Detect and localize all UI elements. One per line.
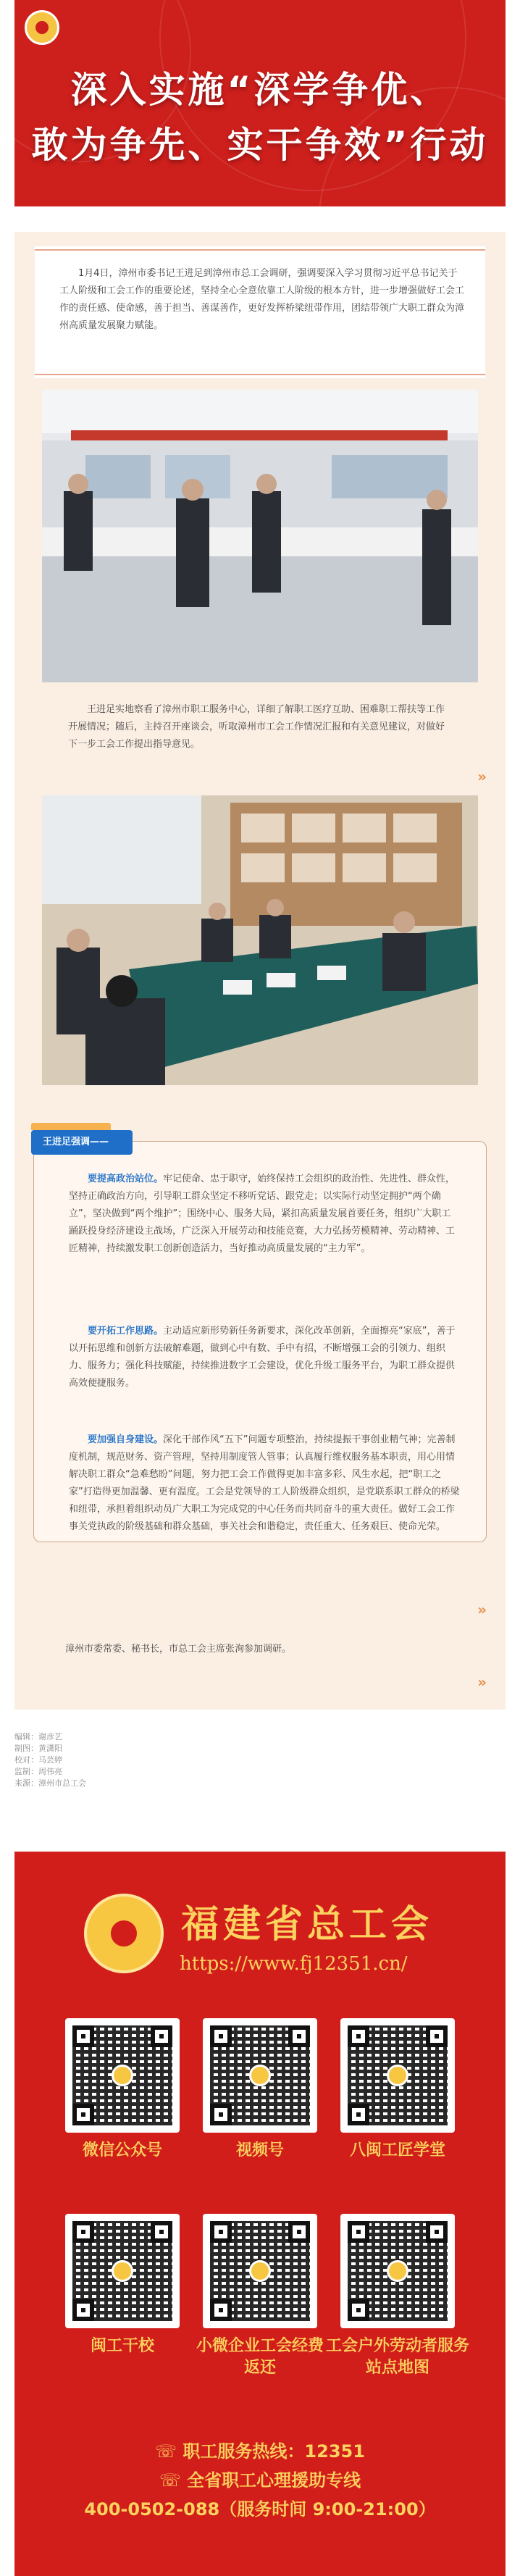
qr-label-station-map: 工会户外劳动者服务站点地图	[325, 2337, 469, 2377]
hotline-service: ☏ 职工服务热线：12351	[155, 2441, 365, 2462]
photo-meeting	[42, 795, 478, 1085]
chevron-right-icon: »	[477, 1673, 484, 1691]
qr-label-video: 视频号	[235, 2141, 284, 2159]
union-logo-icon	[249, 2260, 271, 2282]
highlight-paragraph-2-lead: 要开拓工作思路。	[88, 1326, 164, 1337]
lead-paragraph-box	[35, 246, 485, 378]
chevron-right-icon: »	[477, 1601, 484, 1618]
highlight-paragraph-1-text: 牢记使命、忠于职守，始终保持工会组织的政治性、先进性、群众性，坚持正确政治方向，引导职工群众坚定不移听党话、跟党走；以实际行动坚定拥护“两个确立”，坚决做到“两个维护”；围绕中心、服务大局，紧扣高质量发展首要任务，组织广大职工踊跃投身经济建设主战场，广泛深入开展劳动和技能竞赛，大力弘扬劳模精神、劳动精神、工匠精神，持续激发职工创新创造活力，当好推动高质量发展的“主力军”。	[69, 1174, 456, 1254]
qr-code-cadre-school[interactable]	[65, 2214, 180, 2328]
credit-editor: 编辑：谢彦艺	[14, 1732, 62, 1741]
credit-proofread: 校对：马芸婷	[14, 1755, 62, 1765]
union-logo-icon	[112, 2260, 133, 2282]
union-logo-icon	[112, 2065, 133, 2086]
qr-label-wechat: 微信公众号	[82, 2141, 162, 2159]
photo-service-center	[42, 390, 478, 682]
hero-banner	[14, 0, 506, 206]
hero-title-line2: 敢为争先、实干争效”行动	[31, 124, 489, 166]
highlight-paragraph-3-lead: 要加强自身建设。	[88, 1434, 164, 1445]
credit-graphics: 制图：黄潇阳	[14, 1744, 62, 1753]
hotline-psychology: ☏ 全省职工心理援助专线	[159, 2470, 361, 2491]
photo1-caption: 王进足实地察看了漳州市职工服务中心，详细了解职工医疗互助、困难职工帮扶等工作开展情况；随后，主持召开座谈会，听取漳州市工会工作情况汇报和有关意见建议，对做好下一步工会工作提出指导意见。	[68, 704, 445, 750]
highlight-paragraph-2	[69, 1323, 460, 1392]
qr-code-station-map[interactable]	[340, 2214, 455, 2328]
union-logo-icon	[25, 10, 59, 45]
lead-text: 1月4日，漳州市委书记王进足到漳州市总工会调研，强调要深入学习贯彻习近平总书记关于工人阶级和工会工作的重要论述，坚持全心全意依靠工人阶级的根本方针，进一步增强做好工会工作的责任感、使命感，善于担当、善谋善作，更好发挥桥梁纽带作用，团结带领广大职工群众为漳州高质量发展聚力赋能。	[59, 268, 465, 331]
credits	[14, 1731, 86, 1789]
credit-source: 来源：漳州市总工会	[14, 1778, 86, 1788]
highlight-tag: 王进足强调——	[31, 1130, 133, 1155]
meeting-illustration	[42, 795, 478, 1085]
qr-code-fee-refund[interactable]	[203, 2214, 317, 2328]
qr-code-wechat[interactable]	[65, 2018, 180, 2133]
chevron-right-icon: »	[477, 768, 484, 785]
article-card	[14, 232, 506, 1710]
highlight-paragraph-3-text: 深化干部作风“五下”问题专项整治，持续提振干事创业精气神；完善制度机制，规范财务、资产管理，坚持用制度管人管事；认真履行维权服务基本职责，用心用情解决职工群众“急难愁盼”问题，努力把工会工作做得更加丰富多彩、风生水起，把“职工之家”打造得更加温馨、更有温度。工会是党领导的工人阶级群众组织，是党联系职工群众的桥梁和纽带，承担着组织动员广大职工为完成党的中心任务而共同奋斗的重大责任。做好工会工作事关党执政的阶级基础和群众基础，事关社会和谐稳定，责任重大、任务艰巨、使命光荣。	[69, 1434, 460, 1532]
footnote-text: 漳州市委常委、秘书长，市总工会主席张洵参加调研。	[65, 1644, 292, 1655]
divider	[35, 249, 485, 251]
highlight-box	[33, 1137, 487, 1542]
qr-code-craftsman[interactable]	[340, 2018, 455, 2133]
highlight-paragraph-3	[69, 1431, 460, 1540]
qr-label-fee-refund: 小微企业工会经费返还	[196, 2337, 324, 2377]
highlight-paragraph-1-lead: 要提高政治站位。	[88, 1174, 164, 1184]
hotline-number: 400-0502-088（服务时间 9:00-21:00）	[84, 2499, 436, 2519]
highlight-paragraph-2-text: 主动适应新形势新任务新要求，深化改革创新，全面擦亮“家底”，善于以开拓思维和创新方法破解难题，做到心中有数、手中有招，不断增强工会的引领力、组织力、服务力；强化科技赋能，持续推进数字工会建设，优化升级工服务平台，为职工群众提供高效便捷服务。	[69, 1326, 456, 1389]
union-logo-icon	[84, 1894, 164, 1973]
qr-label-craftsman: 八闽工匠学堂	[349, 2141, 445, 2159]
union-logo-icon	[249, 2065, 271, 2086]
qr-code-video[interactable]	[203, 2018, 317, 2133]
credit-supervisor: 监制：周伟亮	[14, 1767, 62, 1776]
org-title: 福建省总工会	[181, 1902, 434, 1946]
qr-label-cadre-school: 闽工干校	[90, 2337, 154, 2355]
hero-title-line1: 深入实施“深学争优、	[70, 69, 450, 111]
union-logo-icon	[387, 2065, 408, 2086]
union-logo-icon	[387, 2260, 408, 2282]
footer-promo	[14, 1852, 506, 2576]
highlight-paragraph-1	[69, 1171, 460, 1258]
service-center-illustration	[42, 390, 478, 682]
org-url-link[interactable]: https://www.fj12351.cn/	[180, 1953, 408, 1975]
divider	[35, 374, 485, 375]
